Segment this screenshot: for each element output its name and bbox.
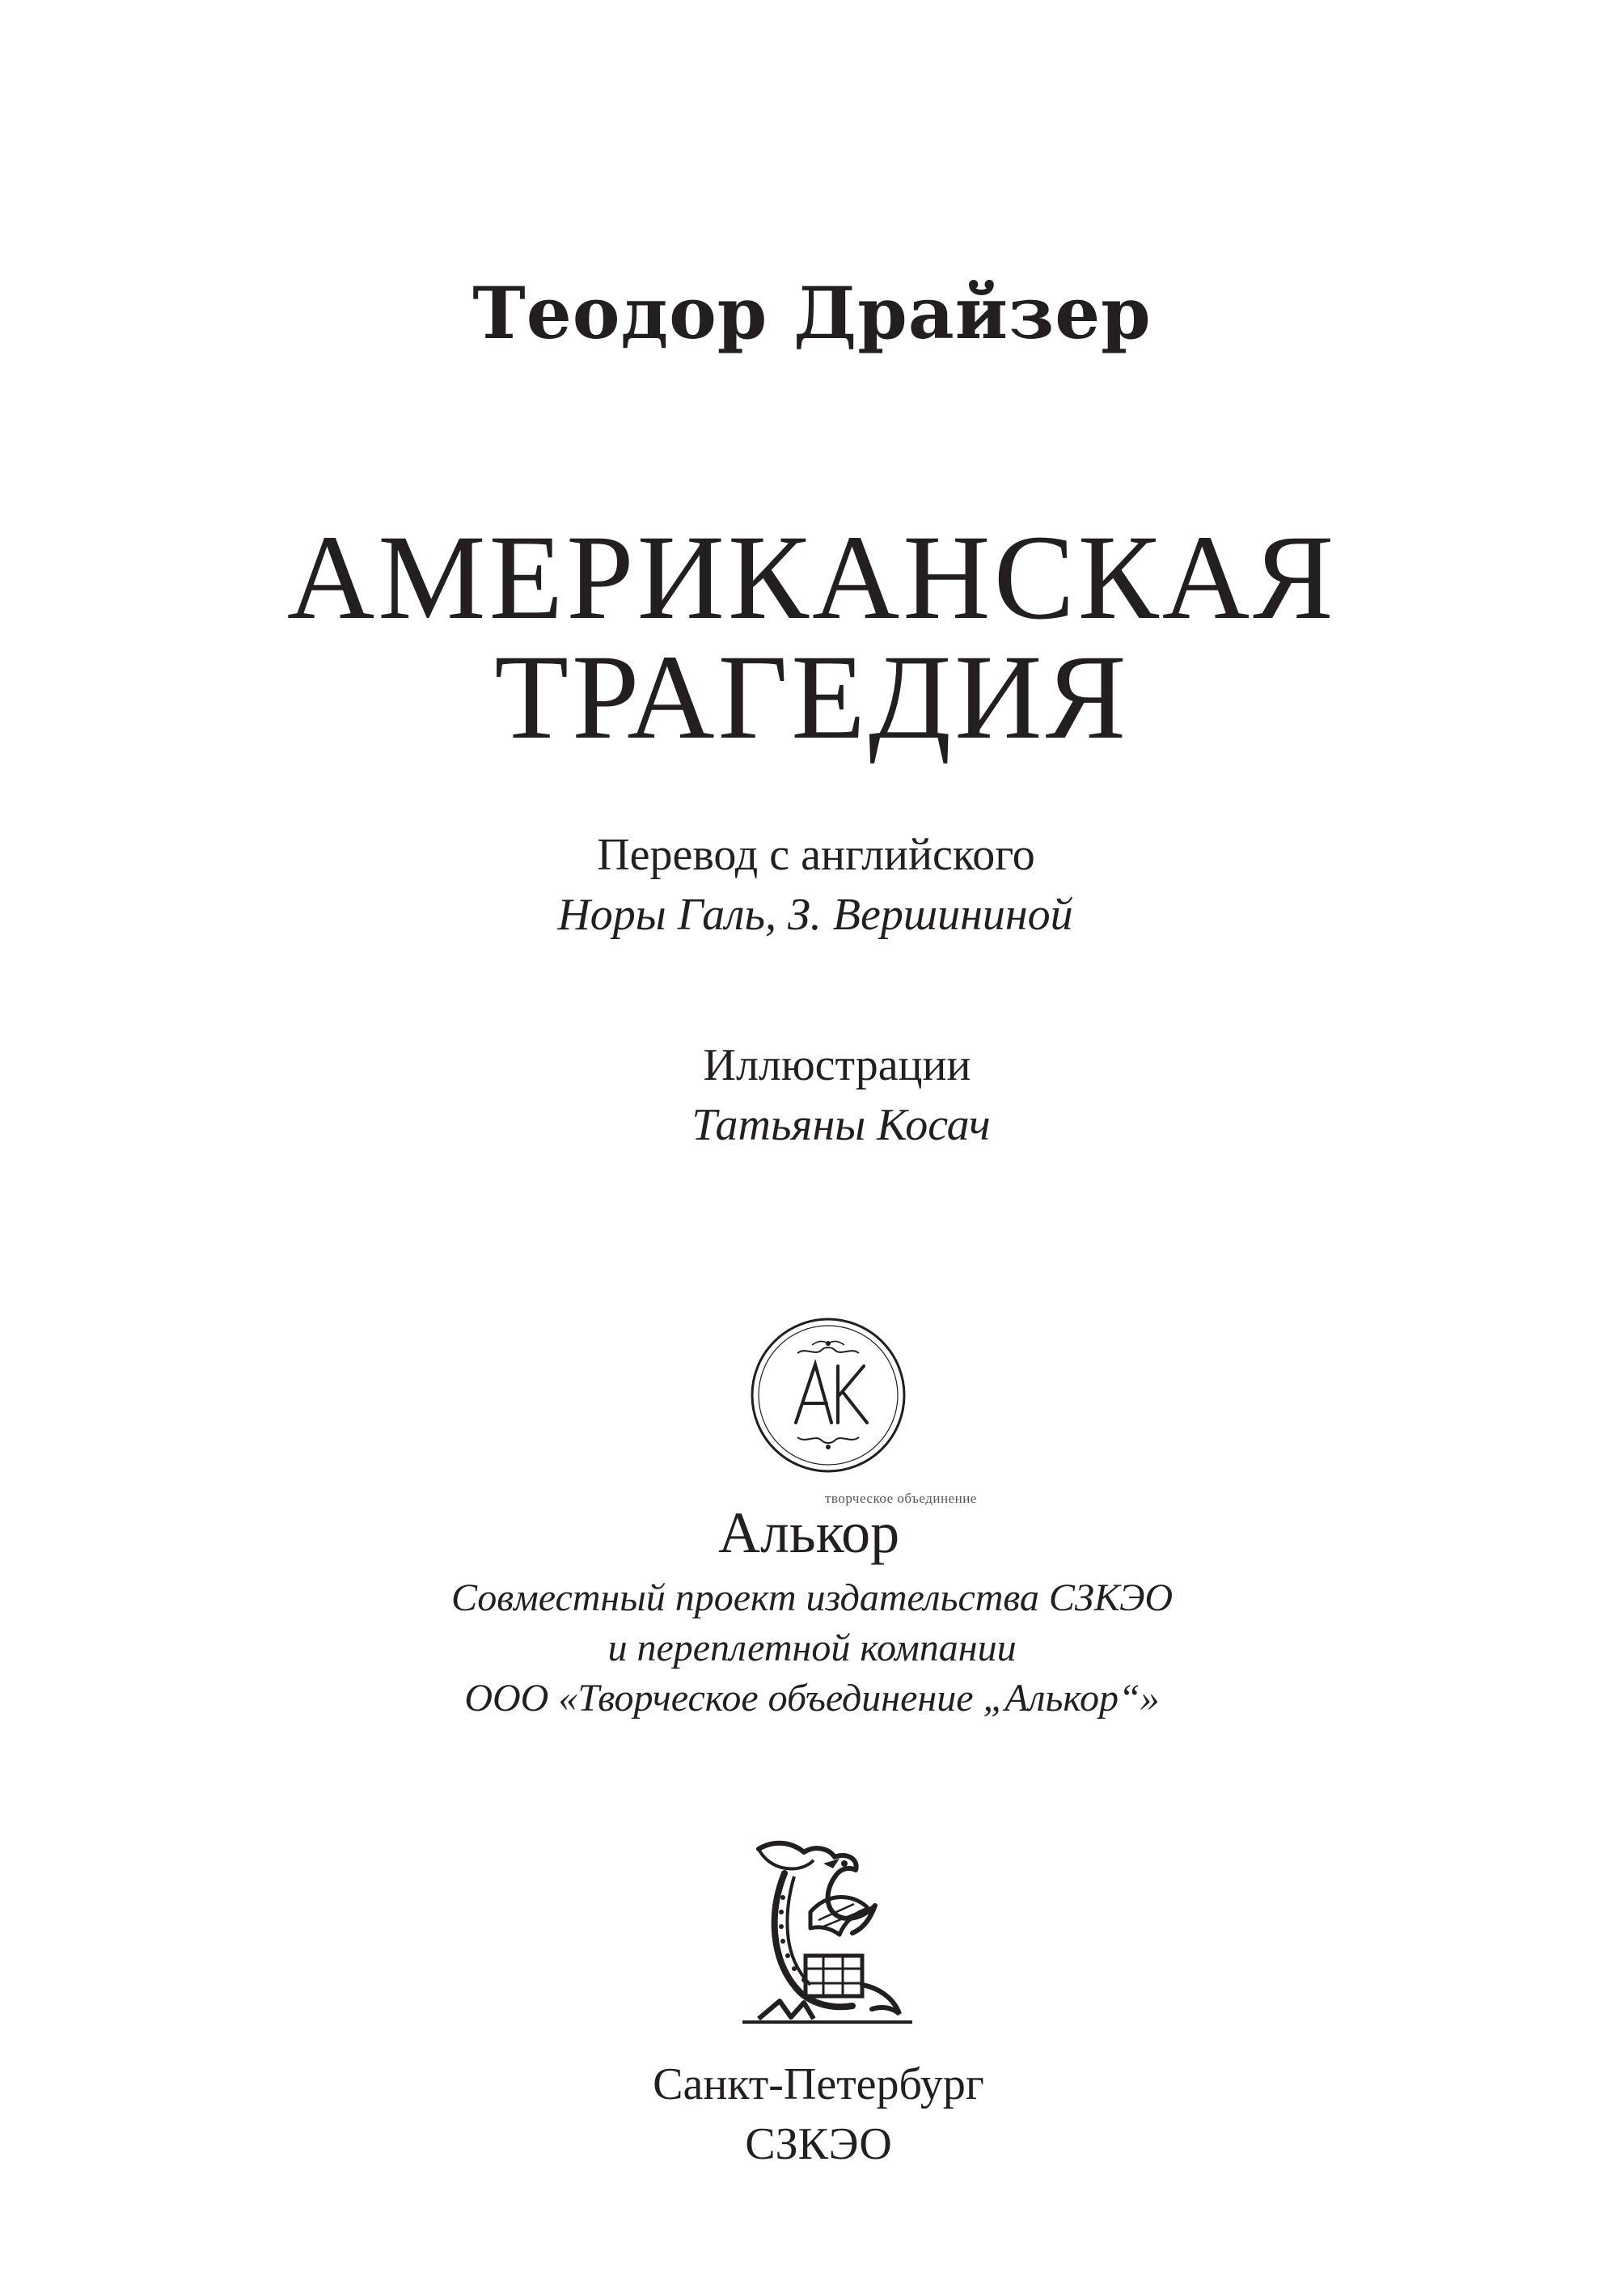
illustrator-name: Татьяны Косач: [691, 1100, 991, 1150]
joint-project-line-3: ООО «Творческое объединение „Алькор“»: [464, 1677, 1160, 1720]
translation-label: Перевод с английского: [597, 830, 1035, 880]
alkor-tagline: творческое объединение: [825, 1491, 977, 1506]
translation-credit: [0, 825, 1624, 945]
joint-project-line-2: и переплетной компании: [607, 1627, 1017, 1669]
book-title: [0, 510, 1624, 764]
author-name: Теодор Драйзер: [472, 271, 1152, 355]
book-title-line-2: ТРАГЕДИЯ: [494, 630, 1130, 764]
alkor-logo-icon: [747, 1314, 909, 1476]
joint-project-note: [0, 1573, 1624, 1724]
alkor-name: Алькор: [718, 1500, 900, 1565]
dragon-emblem-icon: [726, 1834, 917, 2029]
publisher-imprint: [0, 2054, 1624, 2174]
book-title-line-1: АМЕРИКАНСКАЯ: [286, 510, 1338, 645]
joint-project-line-1: Совместный проект издательства СЗКЭО: [450, 1576, 1174, 1619]
publisher-city: Санкт-Петербург: [653, 2059, 984, 2109]
publisher-name: СЗКЭО: [745, 2119, 892, 2169]
illustration-credit: [0, 1035, 1624, 1155]
translator-names: Норы Галь, З. Вершининой: [557, 890, 1073, 940]
illustrations-label: Иллюстрации: [703, 1040, 971, 1090]
